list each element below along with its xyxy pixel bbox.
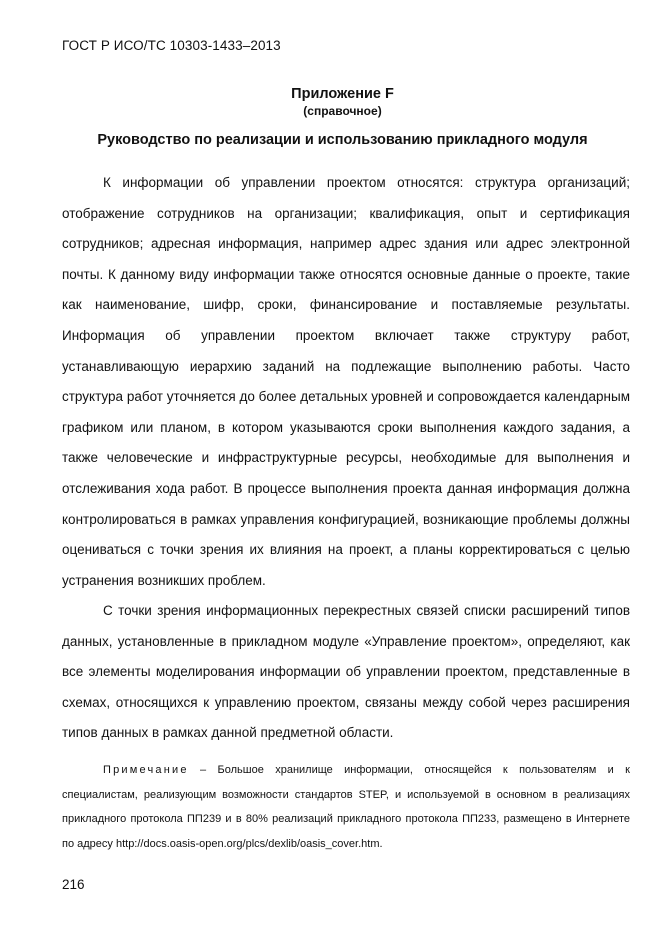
appendix-subtitle: (справочное) [303,104,382,118]
section-heading: Руководство по реализации и использованию прикладного модуля [97,132,588,148]
note-text: Большое хранилище информации, относящейся к пользователям и к специалистам, реализующим возможности стандартов STEP, и используемой в основном в реализациях прикладного протокола ПП239 и в 80% реализаций прикладного протокола ПП233, размещено в Интернете по адресу http://docs.oasis-open.org/plcs/dexlib/oasis_cover.htm. [62,764,630,850]
paragraph-text: С точки зрения информационных перекрестных связей списки расширений типов данных, установленные в прикладном модуле «Управление проектом», определяют, как все элементы моделирования информации об управлении проектом, представленные в схемах, относящихся к управлению проектом, связаны между собой через расширения типов данных в рамках данной предметной области. [62,603,630,741]
body-paragraph-2 [62,596,630,749]
note-dash: – [200,764,207,776]
paragraph-text: К информации об управлении проектом относятся: структура организаций; отображение сотрудников на организации; квалификация, опыт и сертификация сотрудников; адресная информация, например адрес здания или адрес электронной почты. К данному виду информации также относятся основные данные о проекте, такие как наименование, шифр, сроки, финансирование и поставляемые результаты. Информация об управлении проектом включает также структуру работ, устанавливающую иерархию заданий на подлежащие выполнению работы. Часто структура работ уточняется до более детальных уровней и сопровождается календарным графиком или планом, в котором указываются сроки выполнения каждого задания, а также человеческие и инфраструктурные ресурсы, необходимые для выполнения и отслеживания хода работ. В процессе выполнения проекта данная информация должна контролироваться в рамках управления конфигурацией, возникающие проблемы должны оцениваться с точки зрения их влияния на проект, а планы корректироваться с целью устранения возникших проблем. [62,175,630,588]
document-header: ГОСТ Р ИСО/ТС 10303-1433–2013 [62,38,281,53]
note-label: Примечание [103,764,189,776]
page-number: 216 [62,877,85,892]
appendix-title: Приложение F [291,86,394,102]
body-paragraph-1 [62,168,630,596]
note-block [62,758,630,856]
